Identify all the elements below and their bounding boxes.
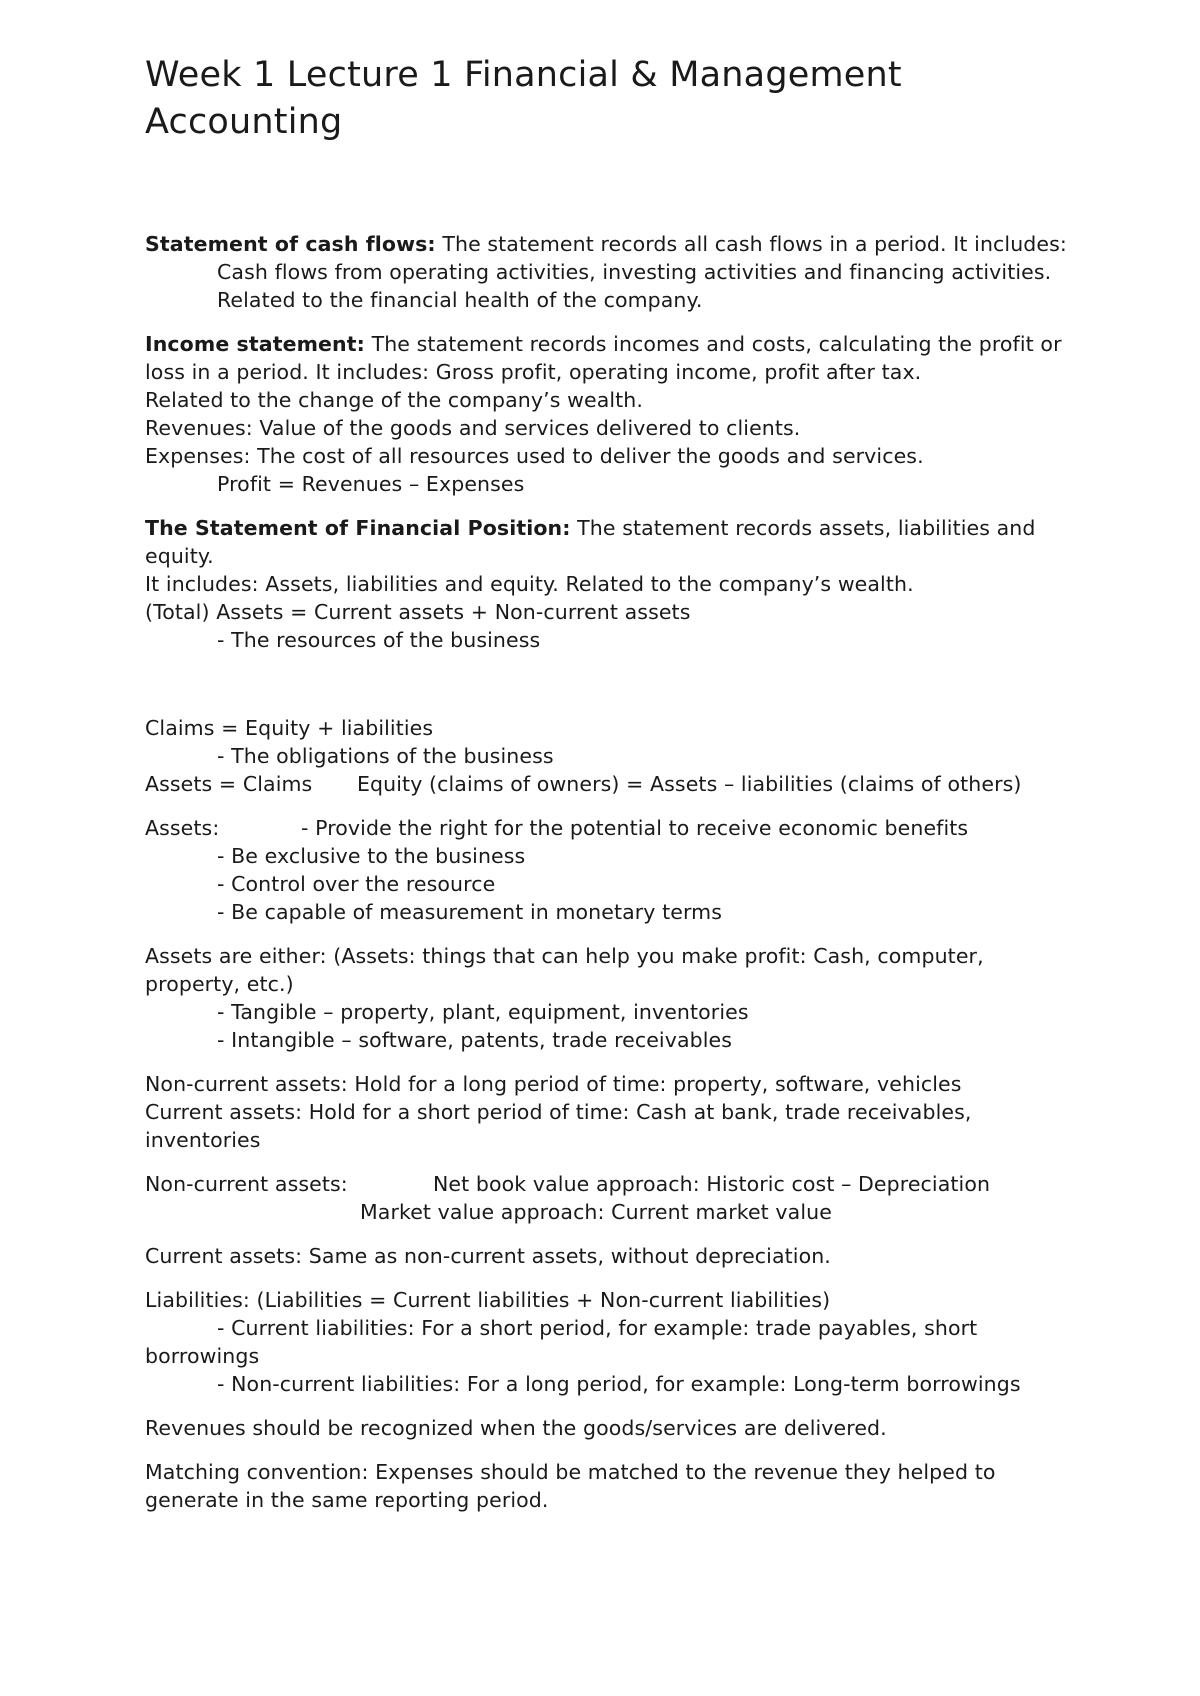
claims-line-2: - The obligations of the business [217,744,554,768]
cash-flows-intro: The statement records all cash flows in a period. It includes: [435,232,1067,256]
cash-flows-line-1 [145,258,1075,286]
assets-types-intro: Assets are either: (Assets: things that can help you make profit: Cash, computer, property, etc.) [145,944,984,996]
valuation-section [145,1170,1075,1226]
current-liabilities: - Current liabilities: For a short period, for example: trade payables, short borrowings [145,1316,978,1368]
profit-formula: Profit = Revenues – Expenses [217,472,525,496]
valuation-row-1 [145,1170,1075,1198]
document-body [145,230,1075,1514]
liabilities-section [145,1286,1075,1398]
position-heading: The Statement of Financial Position: [145,516,571,540]
liabilities-intro: Liabilities: (Liabilities = Current liabilities + Non-current liabilities) [145,1288,831,1312]
current-assets-definition: Current assets: Hold for a short period of time: Cash at bank, trade receivables, inventories [145,1100,972,1152]
assets-type-item: - Tangible – property, plant, equipment, inventories [217,1000,749,1024]
assets-property-item: - Provide the right for the potential to receive economic benefits [301,816,969,840]
income-line-3: Expenses: The cost of all resources used to deliver the goods and services. [145,444,924,468]
position-section [145,514,1075,654]
market-value-approach: Market value approach: Current market value [360,1200,832,1224]
non-current-assets-definition: Non-current assets: Hold for a long period of time: property, software, vehicles [145,1072,962,1096]
position-intro: The statement records assets, liabilities and equity. [145,516,1036,568]
assets-label: Assets: [145,816,220,840]
income-heading: Income statement: [145,332,365,356]
cash-flows-line-1-text: Cash flows from operating activities, investing activities and financing activities. [217,260,1052,284]
page-title: Week 1 Lecture 1 Financial & Management Accounting [145,55,902,142]
assets-properties-row-0 [145,814,1075,842]
position-line-1: It includes: Assets, liabilities and equity. Related to the company’s wealth. [145,572,914,596]
non-current-liabilities-row [145,1370,1075,1398]
position-line-2: (Total) Assets = Current assets + Non-current assets [145,600,691,624]
assets-type-item: - Intangible – software, patents, trade receivables [217,1028,733,1052]
claims-section [145,714,1075,798]
net-book-value-approach: Net book value approach: Historic cost – Depreciation [433,1172,991,1196]
claims-line-3a: Assets = Claims [145,772,313,796]
valuation-label: Non-current assets: [145,1172,348,1196]
current-assets-note: Current assets: Same as non-current assets, without depreciation. [145,1244,831,1268]
revenue-recognition: Revenues should be recognized when the goods/services are delivered. [145,1416,887,1440]
document-page [145,52,1075,1530]
position-line-3: - The resources of the business [217,628,541,652]
income-line-2: Revenues: Value of the goods and services delivered to clients. [145,416,801,440]
matching-convention: Matching convention: Expenses should be matched to the revenue they helped to generate in the same reporting period. [145,1460,996,1512]
assets-properties-section [145,814,1075,926]
income-section [145,330,1075,498]
cash-flows-heading: Statement of cash flows: [145,232,436,256]
current-liabilities-row [145,1314,1075,1370]
assets-property-item: - Be capable of measurement in monetary terms [217,900,723,924]
cash-flows-section [145,230,1075,314]
income-line-1: Related to the change of the company’s wealth. [145,388,644,412]
claims-line-3b: Equity (claims of owners) = Assets – liabilities (claims of others) [357,772,1022,796]
non-current-liabilities: - Non-current liabilities: For a long period, for example: Long-term borrowings [217,1372,1021,1396]
income-intro: The statement records incomes and costs, calculating the profit or loss in a period. It includes: Gross profit, operating income, profit after tax. [145,332,1062,384]
assets-property-item: - Be exclusive to the business [217,844,526,868]
asset-periods-section [145,1070,1075,1154]
claims-line-1: Claims = Equity + liabilities [145,716,434,740]
claims-line-3 [145,770,1075,798]
cash-flows-line-2: Related to the financial health of the company. [217,288,703,312]
assets-types-section [145,942,1075,1054]
assets-property-item: - Control over the resource [217,872,496,896]
